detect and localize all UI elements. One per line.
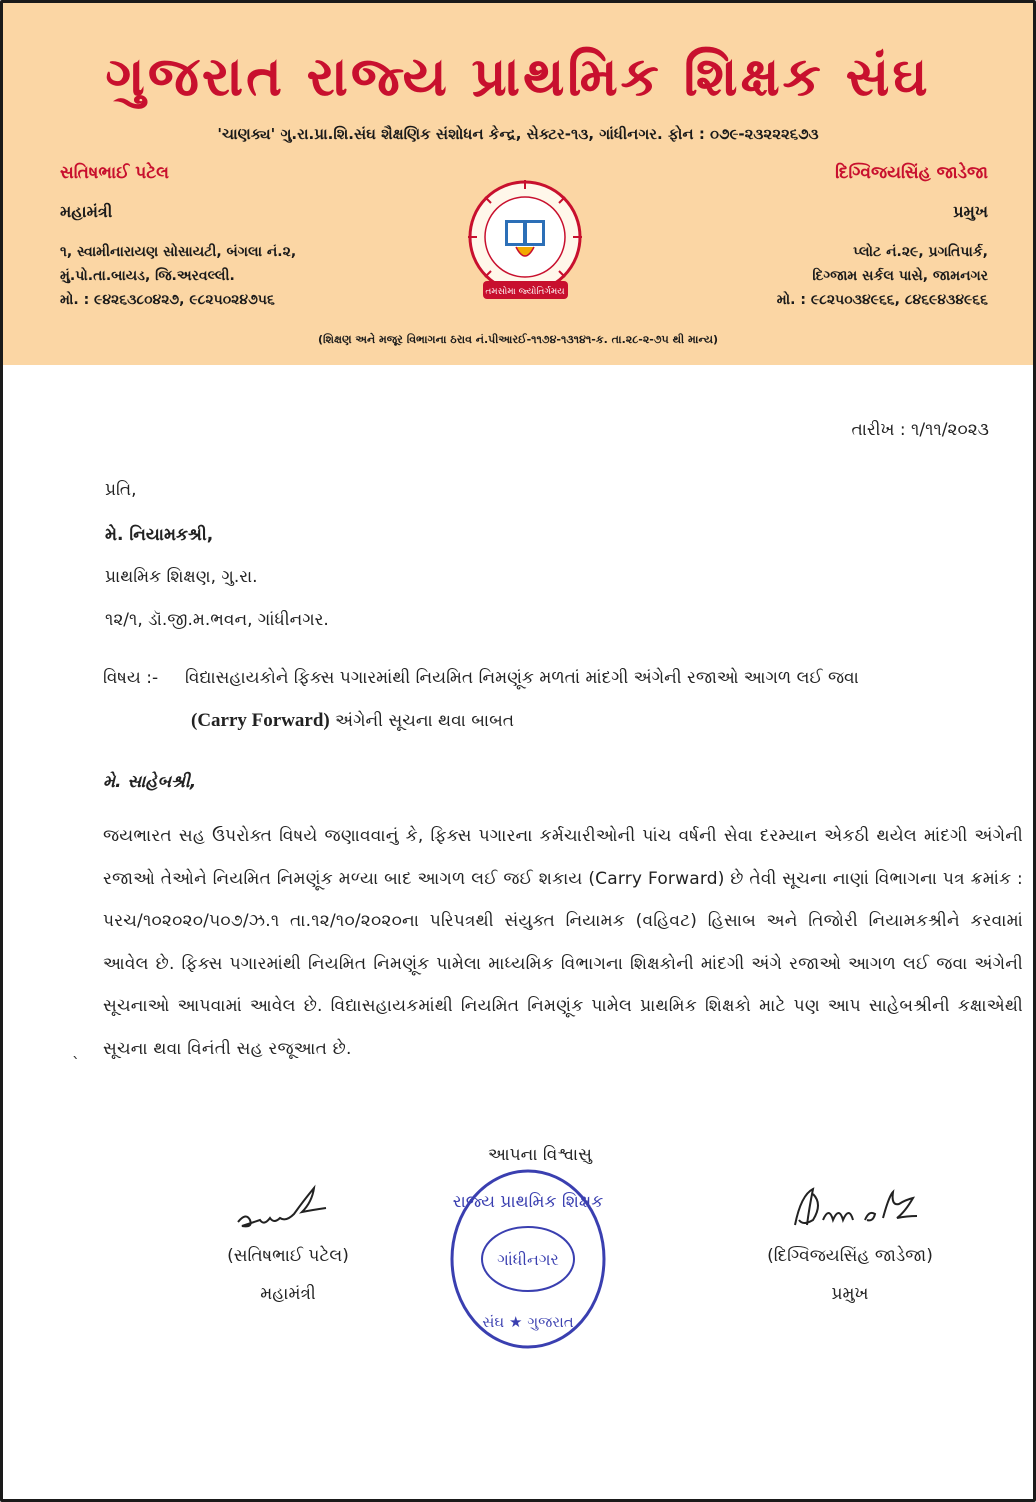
left-bearer-address-1: ૧, સ્વામીનારાયણ સોસાયટી, બંગલા નં.૨, [60, 244, 297, 260]
letter-date: તારીખ : ૧/૧૧/૨૦૨૩ [851, 420, 989, 440]
salutation: મે. સાહેબશ્રી, [103, 772, 197, 792]
right-bearer-address-2: દિગ્જામ સર્કલ પાસે, જામનગર [812, 268, 988, 284]
left-bearer-post: મહામંત્રી [60, 202, 113, 221]
subject-label: વિષય :- [103, 668, 159, 688]
right-signatory-post: પ્રમુખ [831, 1284, 869, 1304]
right-office-bearer [777, 163, 988, 312]
stamp-top-text: રાજ્ય પ્રાથમિક શિક્ષક [452, 1192, 604, 1212]
organization-stamp [446, 1163, 611, 1355]
subject-line-2 [191, 710, 514, 732]
closing: આપના વિશ્વાસુ [488, 1145, 592, 1165]
left-signatory-name: (સતિષભાઈ પટેલ) [227, 1246, 349, 1266]
organization-title: ગુજરાત રાજ્ય પ્રાથમિક શિક્ષક સંઘ [105, 45, 931, 108]
organization-logo [458, 175, 593, 310]
recipient-address: ૧૨/૧, ડૉ.જી.મ.ભવન, ગાંધીનગર. [105, 610, 329, 630]
left-signature-block [188, 1180, 388, 1304]
recipient-title: મે. નિયામકશ્રી, [105, 525, 214, 545]
stamp-bottom-text: સંઘ ★ ગુજરાત [482, 1313, 574, 1331]
left-bearer-address-2: મું.પો.તા.બાયડ, જિ.અરવલ્લી. [60, 268, 235, 284]
right-bearer-phone: મો. : ૯૮૨૫૦૩૪૯૬૬, ૮૪૬૯૪૩૪૯૬૬ [776, 292, 988, 308]
letter-body: જયભારત સહ ઉપરોક્ત વિષયે જણાવવાનું કે, ફિક્સ પગારના કર્મચારીઓની પાંચ વર્ષની સેવા દરમ્યાન એકઠી થયેલ માંદગી અંગેની રજાઓ તેઓને નિયમિત નિમણૂંક મળ્યા બાદ આગળ લઈ જઈ શકાય (Carry Forward) છે તેવી સૂચના નાણાં વિભાગના પત્ર ક્રમાંક : પરચ/૧૦૨૦૨૦/૫૦૭/ઝ.૧ તા.૧૨/૧૦/૨૦૨૦ના પરિપત્રથી સંયુક્ત નિયામક (વહિવટ) હિસાબ અને તિજોરી નિયામકશ્રીને કરવામાં આવેલ છે. ફિક્સ પગારમાંથી નિયમિત નિમણૂંક પામેલા માધ્યમિક વિભાગના શિક્ષકોની માંદગી અંગે રજાઓ આગળ લઈ જવા અંગેની સૂચનાઓ આપવામાં આવેલ છે. વિદ્યાસહાયકમાંથી નિયમિત નિમણૂંક પામેલ પ્રાથમિક શિક્ષકો માટે પણ આપ સાહેબશ્રીની કક્ષાએથી સૂચના થવા વિનંતી સહ રજૂઆત છે. [103, 826, 1023, 1059]
right-bearer-name: દિગ્વિજયસિંહ જાડેજા [835, 163, 988, 183]
subject-line-1: વિદ્યાસહાયકોને ફિક્સ પગારમાંથી નિયમિત નિમણૂંક મળતાં માંદગી અંગેની રજાઓ આગળ લઈ જવા [185, 668, 859, 688]
recognition-footnote: (શિક્ષણ અને મજૂર વિભાગના ઠરાવ નં.પીઆરઈ-૧૧૭૪-૧૩૧૪૧-ક. તા.૨૮-૨-૭૫ થી માન્ય) [317, 333, 718, 346]
margin-mark: ˎ [72, 1040, 80, 1059]
left-signatory-post: મહામંત્રી [260, 1284, 316, 1304]
right-signature-block [745, 1180, 955, 1304]
right-signature [775, 1180, 925, 1240]
letterhead [3, 3, 1033, 365]
right-bearer-address-1: પ્લોટ નં.૨૯, પ્રગતિપાર્ક, [853, 244, 988, 260]
stamp-center-text: ગાંધીનગર [497, 1250, 559, 1269]
logo-motto: તમસોમા જ્યોતિર્ગમય [485, 287, 565, 297]
left-bearer-name: સતિષભાઈ પટેલ [60, 163, 169, 183]
left-office-bearer [60, 163, 296, 312]
recipient-office: પ્રાથમિક શિક્ષણ, ગુ.રા. [105, 567, 258, 587]
organization-address: 'ચાણક્ય' ગુ.રા.પ્રા.શિ.સંઘ શૈક્ષણિક સંશોધન કેન્દ્ર, સેક્ટર-૧૩, ગાંધીનગર. ફોન : ૦૭૯-૨૩૨૨૨૬૭૩ [217, 125, 819, 143]
subject [103, 668, 1013, 731]
subject-carry-forward: (Carry Forward) [191, 710, 330, 731]
to-label: પ્રતિ, [105, 480, 137, 500]
left-signature [223, 1180, 353, 1240]
left-bearer-phone: મો. : ૯૪૨૬૩૮૦૪૨૭, ૯૮૨૫૦૨૪૭૫૬ [60, 292, 275, 308]
right-signatory-name: (દિગ્વિજયસિંહ જાડેજા) [767, 1246, 933, 1266]
right-bearer-post: પ્રમુખ [953, 202, 988, 221]
subject-line-2-rest: અંગેની સૂચના થવા બાબત [329, 711, 514, 731]
